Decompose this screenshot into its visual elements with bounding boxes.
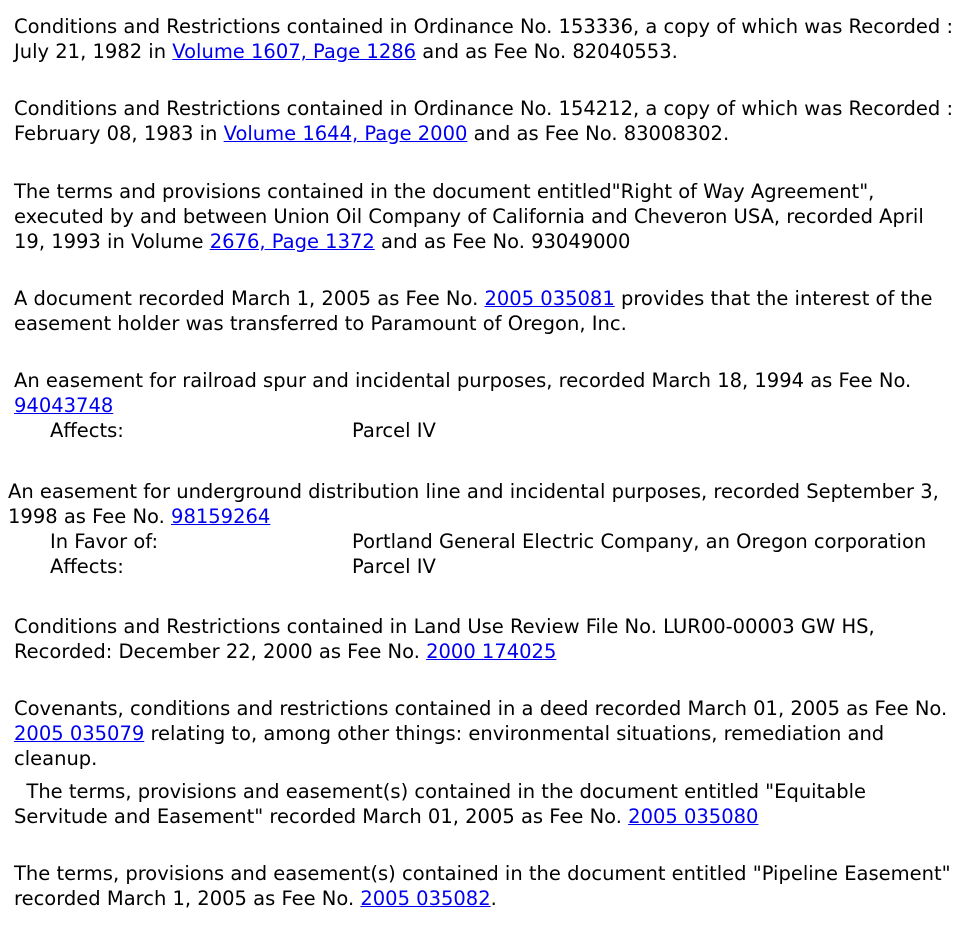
recording-link[interactable]: 2005 035082 — [360, 887, 491, 910]
exception-item — [14, 368, 954, 443]
in-favor-of-row — [14, 529, 954, 554]
recording-link[interactable]: 2676, Page 1372 — [209, 230, 375, 253]
recording-link[interactable]: Volume 1607, Page 1286 — [172, 40, 417, 63]
exception-text: relating to, among other things: environmental situations, remediation and cleanup. — [14, 722, 885, 770]
in-favor-of-value: Portland General Electric Company, an Oregon corporation — [352, 530, 927, 553]
exception-text: The terms and provisions contained in the document entitled"Right of Way Agreement", executed by and between Union Oil Company of California and Cheveron USA, recorded April 19, 1993 in Volume — [14, 180, 924, 253]
affects-row — [14, 418, 954, 443]
exception-item — [14, 861, 954, 911]
exception-text: and as Fee No. 93049000 — [374, 230, 631, 253]
exception-item — [14, 779, 954, 829]
exception-text: . — [490, 887, 497, 910]
exception-text: Conditions and Restrictions contained in Ordinance No. 154212, a copy of which was Recorded : February 08, 1983 in — [14, 97, 954, 145]
in-favor-of-label: In Favor of: — [50, 530, 159, 553]
affects-value: Parcel IV — [352, 555, 436, 578]
recording-link[interactable]: 2005 035081 — [484, 287, 615, 310]
exception-text: Conditions and Restrictions contained in Land Use Review File No. LUR00-00003 GW HS, Recorded: December 22, 2000 as Fee No. — [14, 615, 875, 663]
exception-text: Covenants, conditions and restrictions contained in a deed recorded March 01, 2005 as Fee No. — [14, 697, 948, 720]
exception-item — [14, 614, 954, 664]
exception-text: and as Fee No. 82040553. — [416, 40, 678, 63]
affects-label: Affects: — [50, 555, 124, 578]
affects-row — [14, 554, 954, 579]
exception-text: The terms, provisions and easement(s) contained in the document entitled "Pipeline Easement" recorded March 1, 2005 as Fee No. — [14, 862, 951, 910]
exception-text: An easement for railroad spur and incidental purposes, recorded March 18, 1994 as Fee No. — [14, 369, 912, 392]
exception-text: provides that the interest of the easement holder was transferred to Paramount of Oregon, Inc. — [14, 287, 933, 335]
exception-item — [14, 286, 954, 336]
exception-text: An easement for underground distribution line and incidental purposes, recorded September 3, 1998 as Fee No. — [8, 480, 939, 528]
recording-link[interactable]: 2005 035079 — [14, 722, 145, 745]
recording-link[interactable]: 2005 035080 — [628, 805, 759, 828]
exception-text: Conditions and Restrictions contained in Ordinance No. 153336, a copy of which was Recorded : July 21, 1982 in — [14, 15, 954, 63]
recording-link[interactable]: 98159264 — [171, 505, 271, 528]
recording-link[interactable]: Volume 1644, Page 2000 — [223, 122, 468, 145]
recording-link[interactable]: 94043748 — [14, 394, 114, 417]
exception-text: The terms, provisions and easement(s) contained in the document entitled "Equitable Servitude and Easement" recorded March 01, 2005 as Fee No. — [14, 780, 873, 828]
exception-item — [14, 14, 954, 64]
exception-text: A document recorded March 1, 2005 as Fee No. — [14, 287, 485, 310]
affects-value: Parcel IV — [352, 419, 436, 442]
recording-link[interactable]: 2000 174025 — [426, 640, 557, 663]
exception-item — [8, 479, 954, 579]
exception-item — [14, 179, 954, 254]
exception-item — [14, 96, 954, 146]
exception-item — [14, 696, 954, 771]
affects-label: Affects: — [50, 419, 124, 442]
exception-text: and as Fee No. 83008302. — [467, 122, 730, 145]
